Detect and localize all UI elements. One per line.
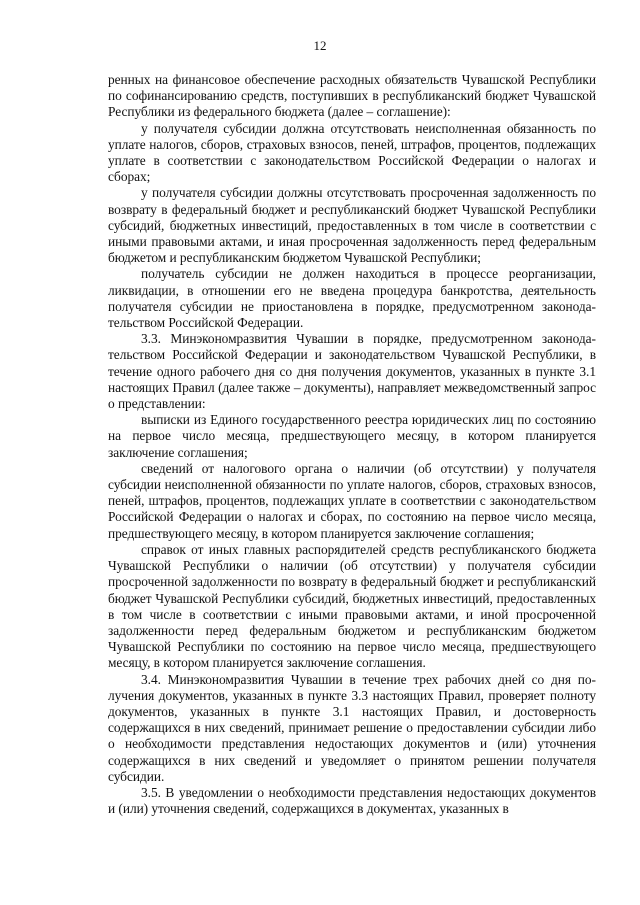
paragraph-3-4: 3.4. Минэкономразвития Чувашии в течение трех рабочих дней со дня получения документов, указанных в пункте 3.3 настоящих Правил, проверяет полноту документов, указанных в пункте 3.1 настоящих Правил, и достоверность содержащихся в них сведений, принимает решение о предоставлении субсидии либо о необходимости представления недостающих документов и (или) уточнения содержащихся в них сведений и уведомляет о принятом решении получателя субсидии. bbox=[108, 671, 596, 784]
paragraph-no-tax-debt: у получателя субсидии должна отсутствовать неисполненная обязанность по уплате налогов, сборов, страховых взносов, пеней, штрафов, процентов, подлежащих уплате в соответствии с законодательством Российской Федерации о налогах и сборах; bbox=[108, 120, 596, 185]
paragraph-tax-info: сведений от налогового органа о наличии (об отсутствии) у получателя субсидии неисполненной обязанности по уплате налогов, сборов, страховых взносов, пеней, штрафов, процентов, подлежащих уплате в соответствии с законодательством Российской Федерации о налогах и сборах, по состоянию на первое число месяца, предшествующего месяцу, в котором планируется заключение соглашения; bbox=[108, 460, 596, 541]
paragraph-continuation: ренных на финансовое обеспечение расходных обязательств Чувашской Республики по софинансированию средств, поступивших в республиканский бюджет Чувашской Республики из федерального бюджета (далее – соглашение): bbox=[108, 72, 596, 120]
document-body bbox=[108, 72, 596, 817]
paragraph-no-overdue-debt: у получателя субсидии должны отсутствовать просроченная задолженность по возврату в федеральный бюджет и республиканский бюджет Чувашской Республики субсидий, бюджетных инвестиций, предоставленных в том числе в соответствии с иными правовыми актами, и иная просроченная задолженность перед федеральным бюджетом и республиканским бюджетом Чувашской Республики; bbox=[108, 185, 596, 266]
paragraph-3-5: 3.5. В уведомлении о необходимости представления недостающих документов и (или) уточнения сведений, содержащихся в документах, указанных в bbox=[108, 784, 596, 817]
page-number: 12 bbox=[313, 38, 327, 53]
paragraph-egrul-extract: выписки из Единого государственного реестра юридических лиц по состоянию на первое число месяца, предшествующего месяцу, в котором планируется заключение соглашения; bbox=[108, 412, 596, 460]
paragraph-3-3: 3.3. Минэкономразвития Чувашии в порядке, предусмотренном законодательством Российской Федерации и законодательством Чувашской Республики, в течение одного рабочего дня со дня получения документов, указанных в пункте 3.1 настоящих Правил (далее также – документы), направляет межведомственный запрос о представлении: bbox=[108, 331, 596, 412]
paragraph-no-reorganization: получатель субсидии не должен находиться в процессе реорганизации, ликвидации, в отношении его не введена процедура банкротства, деятельность получателя субсидии не приостановлена в порядке, предусмотренном законодательством Российской Федерации. bbox=[108, 266, 596, 331]
paragraph-certificates: справок от иных главных распорядителей средств республиканского бюджета Чувашской Республики о наличии (об отсутствии) у получателя субсидии просроченной задолженности по возврату в федеральный бюджет и республиканский бюджет Чувашской Республики субсидий, бюджетных инвестиций, предоставленных в том числе в соответствии с иными правовыми актами, и иной просроченной задолженности перед федеральным бюджетом и республиканским бюджетом Чувашской Республики по состоянию на первое число месяца, предшествующего месяцу, в котором планируется заключение соглашения. bbox=[108, 541, 596, 671]
